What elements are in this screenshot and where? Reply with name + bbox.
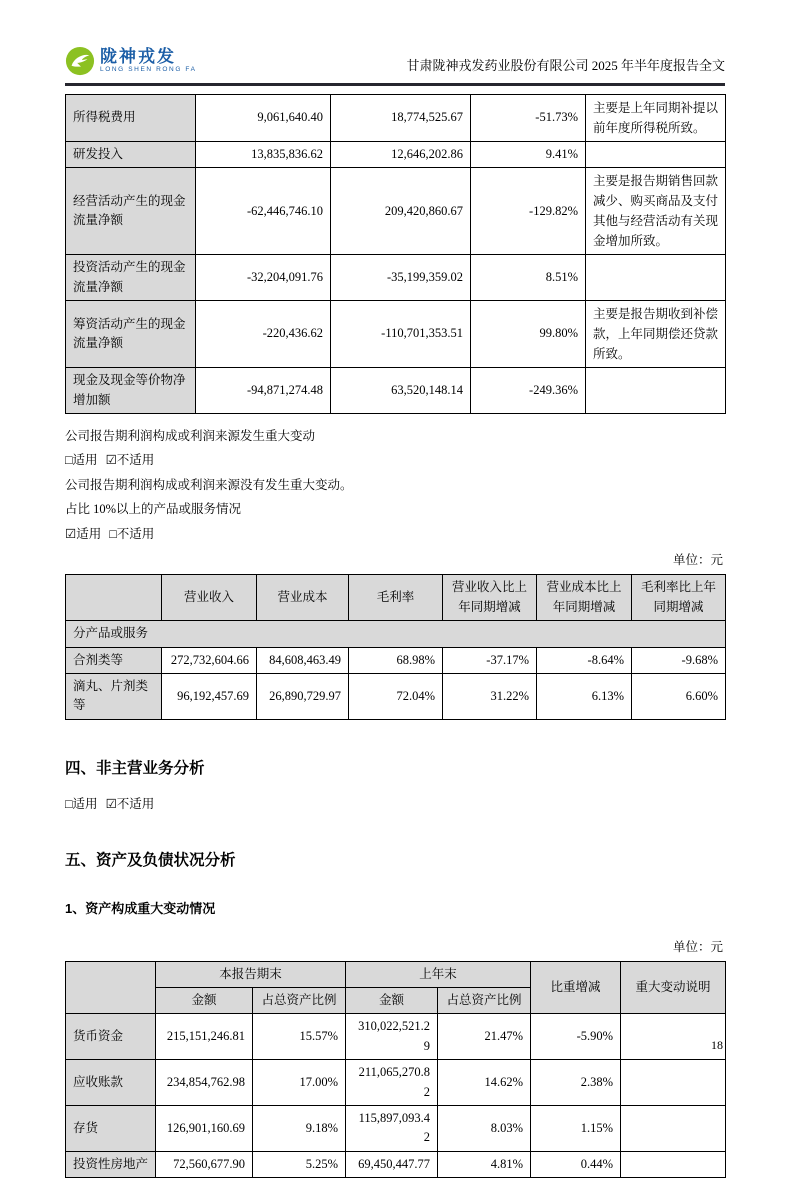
prior-value: -110,701,353.51 (331, 301, 471, 368)
change-note (621, 1151, 726, 1177)
table-header-row (66, 961, 726, 987)
change-reason (586, 142, 726, 168)
report-title: 甘肃陇神戎发药业股份有限公司 2025 年半年度报告全文 (406, 58, 725, 73)
logo-bird-icon (65, 46, 95, 76)
weight-change: 0.44% (531, 1151, 621, 1177)
col-header-prior-period: 上年末 (346, 961, 531, 987)
row-label: 筹资活动产生的现金流量净额 (66, 301, 196, 368)
col-header-amount: 金额 (156, 988, 253, 1014)
current-value: 9,061,640.40 (196, 95, 331, 142)
cost-value: 84,608,463.49 (257, 647, 349, 673)
change-reason: 主要是报告期销售回款减少、购买商品及支付其他与经营活动有关现金增加所致。 (586, 168, 726, 255)
table-header-row (66, 575, 726, 621)
current-ratio: 9.18% (253, 1105, 346, 1151)
section-heading-5: 五、资产及负债状况分析 (65, 851, 236, 869)
table-group-row (66, 621, 726, 647)
prior-value: 18,774,525.67 (331, 95, 471, 142)
change-percent: -51.73% (471, 95, 586, 142)
product-service-table (65, 574, 726, 719)
row-label: 研发投入 (66, 142, 196, 168)
checkbox-line-4 (65, 794, 725, 812)
revenue-change-value: 31.22% (443, 673, 537, 719)
logo-text-block (100, 48, 197, 74)
margin-change-value: -9.68% (632, 647, 726, 673)
col-header-blank (66, 961, 156, 1014)
checkbox-line-1 (65, 454, 725, 467)
logo-cn-text: 陇神戎发 (100, 47, 176, 67)
prior-amount: 69,450,447.77 (346, 1151, 438, 1177)
revenue-change-value: -37.17% (443, 647, 537, 673)
col-header-cost-change: 营业成本比上年同期增减 (537, 575, 632, 621)
change-percent: -249.36% (471, 368, 586, 414)
change-reason (586, 255, 726, 301)
row-label: 所得税费用 (66, 95, 196, 142)
change-reason: 主要是报告期收到补偿款，上年同期偿还贷款所致。 (586, 301, 726, 368)
table-row (66, 95, 726, 142)
unit-label-1: 单位：元 (672, 553, 723, 568)
page-header (65, 0, 725, 86)
table-row (66, 168, 726, 255)
weight-change: 1.15% (531, 1105, 621, 1151)
current-ratio: 15.57% (253, 1014, 346, 1060)
checkbox-applicable-unchecked: □适用 (65, 453, 98, 468)
statement-profit-change: 公司报告期利润构成或利润来源发生重大变动 (65, 428, 316, 443)
checkbox-not-applicable-checked: ☑不适用 (105, 796, 155, 811)
col-header-amount: 金额 (346, 988, 438, 1014)
col-header-blank (66, 575, 162, 621)
col-header-note: 重大变动说明 (621, 961, 726, 1014)
change-note (621, 1105, 726, 1151)
change-percent: 8.51% (471, 255, 586, 301)
row-label: 投资活动产生的现金流量净额 (66, 255, 196, 301)
current-amount: 234,854,762.98 (156, 1060, 253, 1106)
col-header-margin-change: 毛利率比上年同期增减 (632, 575, 726, 621)
change-percent: -129.82% (471, 168, 586, 255)
prior-ratio: 21.47% (438, 1014, 531, 1060)
group-label: 分产品或服务 (66, 621, 726, 647)
unit-label-2: 单位：元 (672, 939, 723, 954)
table-row (66, 1014, 726, 1060)
prior-value: 63,520,148.14 (331, 368, 471, 414)
col-header-current-period: 本报告期末 (156, 961, 346, 987)
prior-amount: 310,022,521.29 (346, 1014, 438, 1060)
col-header-margin: 毛利率 (349, 575, 443, 621)
prior-ratio: 4.81% (438, 1151, 531, 1177)
subsection-heading-5-1: 1、资产构成重大变动情况 (65, 900, 216, 916)
row-label: 应收账款 (66, 1060, 156, 1106)
checkbox-applicable-unchecked: □适用 (65, 796, 98, 811)
table-row (66, 301, 726, 368)
row-label: 货币资金 (66, 1014, 156, 1060)
current-value: -94,871,274.48 (196, 368, 331, 414)
row-label: 投资性房地产 (66, 1151, 156, 1177)
financial-change-table (65, 94, 726, 414)
prior-value: 209,420,860.67 (331, 168, 471, 255)
row-label: 合剂类等 (66, 647, 162, 673)
revenue-value: 272,732,604.66 (162, 647, 257, 673)
current-value: 13,835,836.62 (196, 142, 331, 168)
logo-en-text: LONG SHEN RONG FA (100, 66, 197, 74)
page-number: 18 (711, 1038, 723, 1052)
checkbox-line-2 (65, 528, 725, 541)
prior-amount: 115,897,093.42 (346, 1105, 438, 1151)
company-logo (65, 46, 197, 76)
prior-ratio: 8.03% (438, 1105, 531, 1151)
weight-change: 2.38% (531, 1060, 621, 1106)
current-amount: 72,560,677.90 (156, 1151, 253, 1177)
statement-products-over-10pct: 占比 10%以上的产品或服务情况 (65, 502, 242, 517)
table-row (66, 255, 726, 301)
change-note (621, 1014, 726, 1060)
row-label: 现金及现金等价物净增加额 (66, 368, 196, 414)
margin-value: 72.04% (349, 673, 443, 719)
margin-change-value: 6.60% (632, 673, 726, 719)
checkbox-not-applicable-checked: ☑不适用 (105, 453, 155, 468)
asset-composition-table (65, 961, 726, 1178)
table-row (66, 368, 726, 414)
change-percent: 9.41% (471, 142, 586, 168)
revenue-value: 96,192,457.69 (162, 673, 257, 719)
col-header-ratio: 占总资产比例 (253, 988, 346, 1014)
change-note (621, 1060, 726, 1106)
current-value: -32,204,091.76 (196, 255, 331, 301)
checkbox-not-applicable-unchecked: □不适用 (109, 526, 155, 541)
statement-no-profit-change: 公司报告期利润构成或利润来源没有发生重大变动。 (65, 477, 353, 492)
row-label: 存货 (66, 1105, 156, 1151)
cost-change-value: 6.13% (537, 673, 632, 719)
table-row (66, 1151, 726, 1177)
page-content (65, 0, 725, 1178)
col-header-weight-change: 比重增减 (531, 961, 621, 1014)
table-row (66, 1105, 726, 1151)
change-percent: 99.80% (471, 301, 586, 368)
cost-change-value: -8.64% (537, 647, 632, 673)
current-amount: 215,151,246.81 (156, 1014, 253, 1060)
prior-value: 12,646,202.86 (331, 142, 471, 168)
current-ratio: 17.00% (253, 1060, 346, 1106)
table-row (66, 673, 726, 719)
current-value: -220,436.62 (196, 301, 331, 368)
table-row (66, 1060, 726, 1106)
change-reason: 主要是上年同期补提以前年度所得税所致。 (586, 95, 726, 142)
change-reason (586, 368, 726, 414)
table-row (66, 647, 726, 673)
col-header-revenue: 营业收入 (162, 575, 257, 621)
weight-change: -5.90% (531, 1014, 621, 1060)
current-ratio: 5.25% (253, 1151, 346, 1177)
prior-ratio: 14.62% (438, 1060, 531, 1106)
row-label: 经营活动产生的现金流量净额 (66, 168, 196, 255)
margin-value: 68.98% (349, 647, 443, 673)
row-label: 滴丸、片剂类等 (66, 673, 162, 719)
col-header-ratio: 占总资产比例 (438, 988, 531, 1014)
col-header-cost: 营业成本 (257, 575, 349, 621)
checkbox-applicable-checked: ☑适用 (65, 526, 102, 541)
current-amount: 126,901,160.69 (156, 1105, 253, 1151)
cost-value: 26,890,729.97 (257, 673, 349, 719)
table-row (66, 142, 726, 168)
col-header-revenue-change: 营业收入比上年同期增减 (443, 575, 537, 621)
prior-amount: 211,065,270.82 (346, 1060, 438, 1106)
prior-value: -35,199,359.02 (331, 255, 471, 301)
current-value: -62,446,746.10 (196, 168, 331, 255)
section-heading-4: 四、非主营业务分析 (65, 759, 205, 777)
